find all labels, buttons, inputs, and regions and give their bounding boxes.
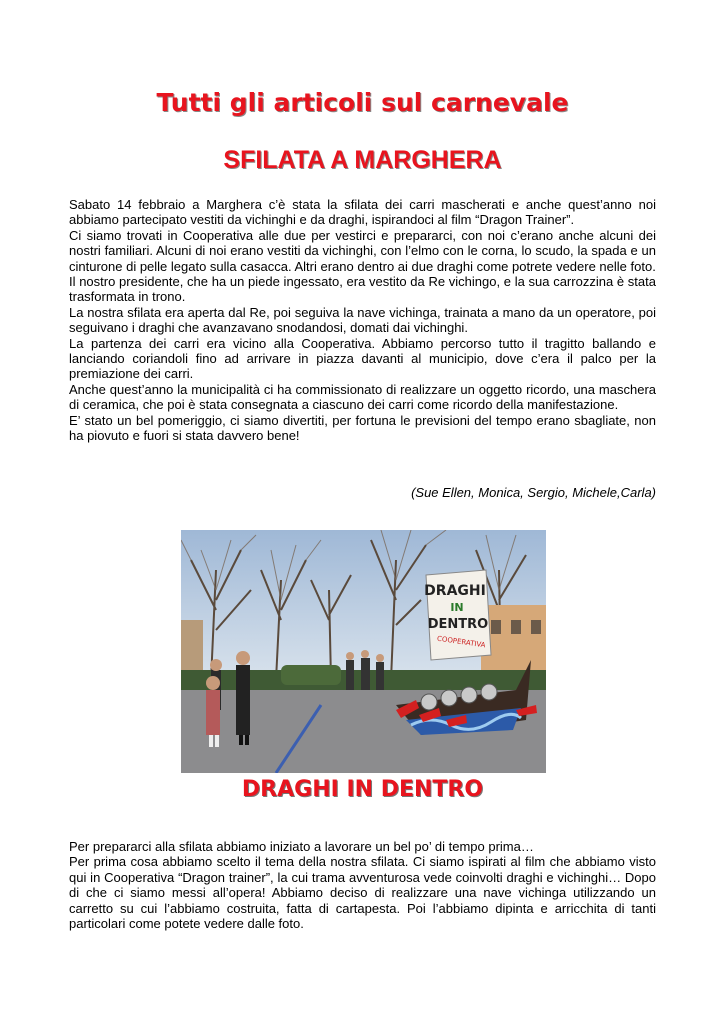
article-2-body [69, 839, 656, 931]
article-1-signature: (Sue Ellen, Monica, Sergio, Michele,Carla) [411, 485, 656, 500]
article-2-paragraph: Per prima cosa abbiamo scelto il tema della nostra sfilata. Ci siamo ispirati al film che abbiamo visto qui in Cooperativa “Dragon trainer”, la cui trama avventurosa vede coinvolti draghi e vichinghi… Dopo di che ci siamo messi all’opera! Abbiamo deciso di realizzare una nave vichinga utilizzando un carretto su cui l’abbiamo costruita, fatta di cartapesta. Poi l’abbiamo dipinta e arricchita di tanti particolari come potete vedere dalle foto. [69, 854, 656, 932]
article-1-paragraph: Ci siamo trovati in Cooperativa alle due per vestirci e prepararci, con noi c’erano anche alcuni dei nostri familiari. Alcuni di noi erano vestiti da vichinghi, con l’elmo con le corna, lo scudo, la spada e un cinturone di pelle legato sulla casacca. Altri erano dentro ai due draghi come potrete vedere nelle foto. [69, 227, 656, 274]
article-1-paragraph: Il nostro presidente, che ha un piede ingessato, era vestito da Re vichingo, e la sua carrozzina è stata trasformata in trono. [69, 274, 656, 305]
banner-line-3: DENTRO [427, 617, 489, 632]
article-1-paragraph: Sabato 14 febbraio a Marghera c’è stata la sfilata dei carri mascherati e anche quest’anno noi abbiamo partecipato vestiti da vichinghi e da draghi, ispirandoci al film “Dragon Trainer”. [69, 197, 656, 228]
parade-photo [181, 530, 546, 773]
banner-line-1: DRAGHI [424, 583, 486, 599]
banner-line-4: COOPERATIVA [436, 634, 487, 650]
article-1-body [69, 197, 656, 444]
article-2-paragraph: Per prepararci alla sfilata abbiamo iniziato a lavorare un bel po’ di tempo prima… [69, 839, 534, 854]
page-title: Tutti gli articoli sul carnevale [156, 88, 569, 117]
article-1-paragraph: La nostra sfilata era aperta dal Re, poi seguiva la nave vichinga, trainata a mano da un operatore, poi seguivano i draghi che avanzavano snodandosi, domati dai vichinghi. [69, 304, 656, 336]
article-2-title: DRAGHI IN DENTRO [241, 777, 484, 802]
banner-line-2: IN [450, 601, 464, 614]
article-1-paragraph: E’ stato un bel pomeriggio, ci siamo divertiti, per fortuna le previsioni del tempo erano sbagliate, non ha piovuto e fuori si stata davvero bene! [69, 412, 656, 444]
article-1-title: SFILATA A MARGHERA [223, 146, 502, 174]
article-1-paragraph: Anche quest’anno la municipalità ci ha commissionato di realizzare un oggetto ricordo, una maschera di ceramica, che poi è stata consegnata a ciascuno dei carri come ricordo della manifestazione. [69, 381, 656, 413]
article-1-paragraph: La partenza dei carri era vicino alla Cooperativa. Abbiamo percorso tutto il tragitto ballando e lanciando coriandoli fino ad arrivare in piazza davanti al municipio, dove c’era il palco per la premiazione dei carri. [69, 335, 656, 382]
